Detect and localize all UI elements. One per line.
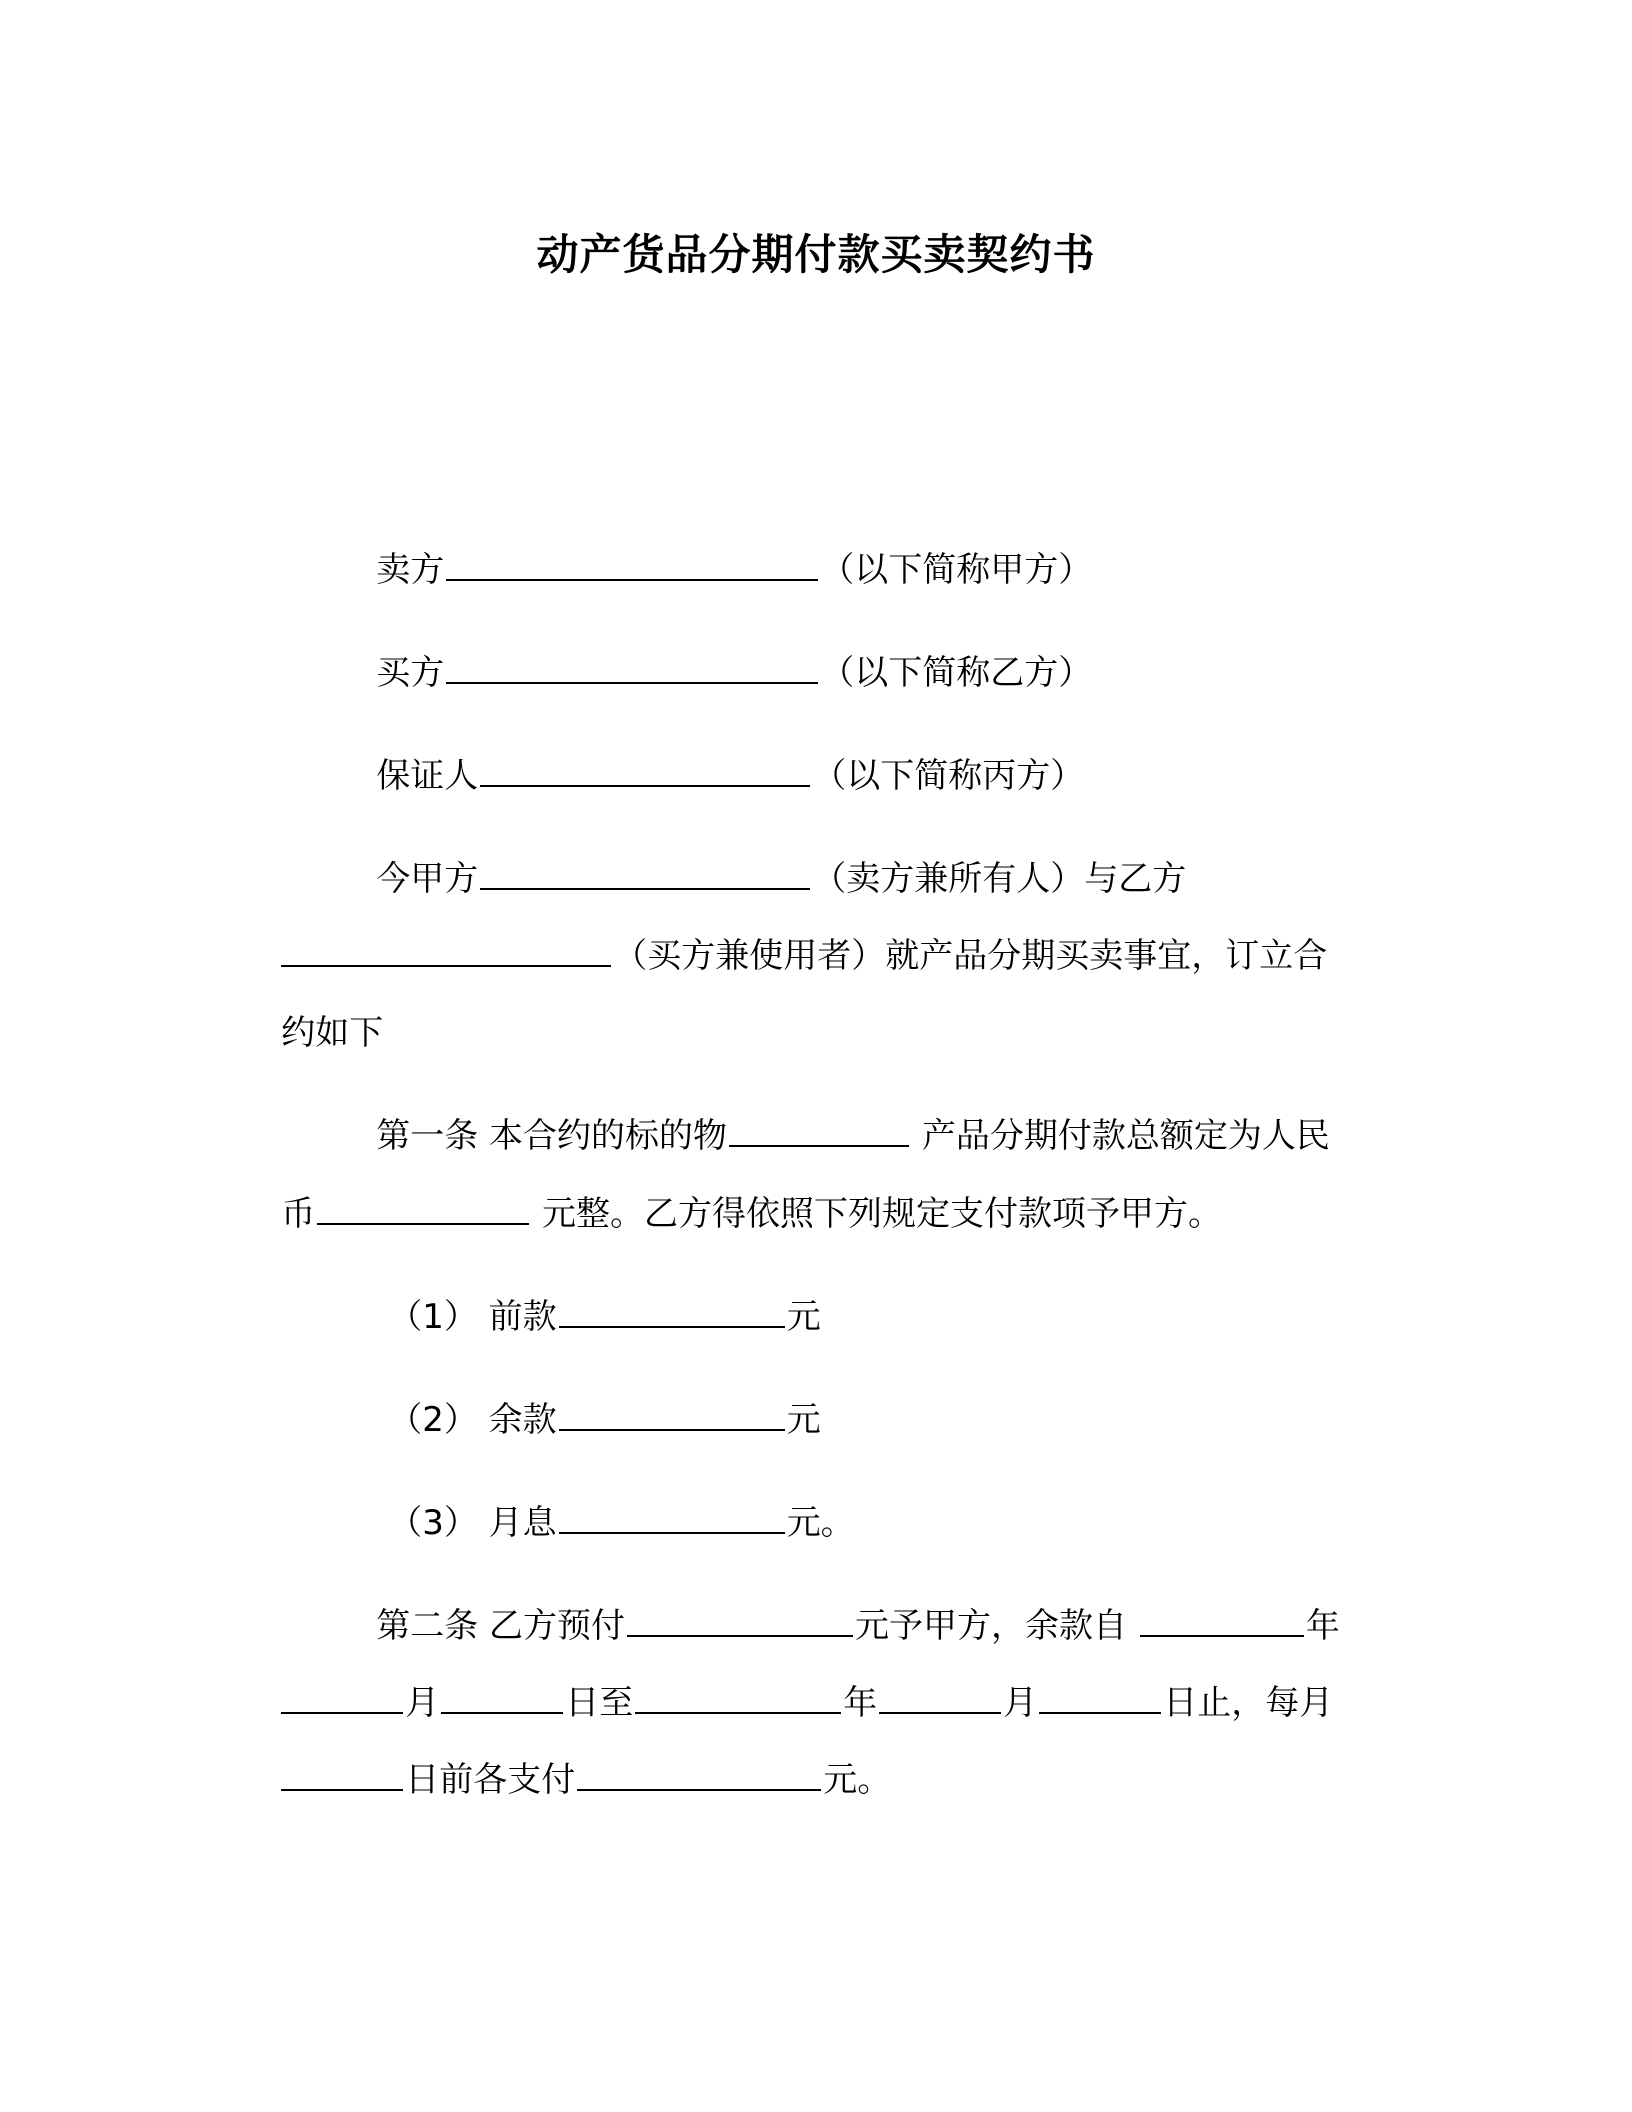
item-3-unit: 元。 (786, 1503, 855, 1543)
buyer-label: 买方 (376, 653, 445, 693)
article-2-end: 日止，每月 (1163, 1683, 1334, 1723)
article-2-pay-text: 日前各支付 (405, 1760, 576, 1800)
article-2-monthly-amount-blank[interactable] (577, 1755, 821, 1791)
seller-blank[interactable] (446, 545, 818, 581)
guarantor-label: 保证人 (376, 756, 479, 796)
seller-label: 卖方 (376, 550, 445, 590)
article-2-pay-unit: 元。 (823, 1760, 892, 1800)
article-2-monthly-day-blank[interactable] (281, 1755, 403, 1791)
item-3-blank[interactable] (559, 1498, 785, 1534)
item-2-blank[interactable] (559, 1395, 785, 1431)
item-1-label: （1） 前款 (388, 1297, 557, 1337)
buyer-blank[interactable] (446, 648, 818, 684)
intro-mid: （卖方兼所有人）与乙方 (812, 859, 1187, 899)
article-2-line-3 (238, 1705, 891, 1855)
seller-note: （以下简称甲方） (820, 550, 1093, 590)
article-2-prefix: 第二条 乙方预付 (376, 1606, 626, 1646)
guarantor-note: （以下简称丙方） (812, 756, 1085, 796)
intro-end: 约如下 (281, 1013, 384, 1053)
article-2-year: 年 (1305, 1606, 1340, 1646)
item-2-label: （2） 余款 (388, 1400, 557, 1440)
item-3-label: （3） 月息 (388, 1503, 557, 1543)
article-2-end-day-blank[interactable] (1039, 1678, 1161, 1714)
item-1-unit: 元 (786, 1297, 821, 1337)
article-2-end-month: 月 (1003, 1683, 1038, 1723)
article-1-prefix: 第一条 本合约的标的物 (376, 1116, 728, 1156)
item-1-blank[interactable] (559, 1292, 785, 1328)
article-1b-prefix: 币 (281, 1194, 316, 1234)
article-2-end-year: 年 (843, 1683, 878, 1723)
document-title: 动产货品分期付款买卖契约书 (536, 230, 1096, 279)
item-2-unit: 元 (786, 1400, 821, 1440)
intro-prefix: 今甲方 (376, 859, 479, 899)
article-1-suffix: 产品分期付款总额定为人民 (911, 1116, 1330, 1156)
guarantor-blank[interactable] (480, 751, 810, 787)
article-1b-suffix: 元整。乙方得依照下列规定支付款项予甲方。 (531, 1194, 1223, 1234)
buyer-note: （以下简称乙方） (820, 653, 1093, 693)
article-1-total-blank[interactable] (317, 1189, 529, 1225)
article-2-day-to: 日至 (565, 1683, 634, 1723)
intro-line-2 (238, 881, 1327, 1031)
intro-text: （买方兼使用者）就产品分期买卖事宜，订立合 (613, 936, 1328, 976)
article-2-end-month-blank[interactable] (879, 1678, 1001, 1714)
article-2-month: 月 (405, 1683, 440, 1723)
article-2-mid: 元予甲方，余款自 (855, 1606, 1138, 1646)
